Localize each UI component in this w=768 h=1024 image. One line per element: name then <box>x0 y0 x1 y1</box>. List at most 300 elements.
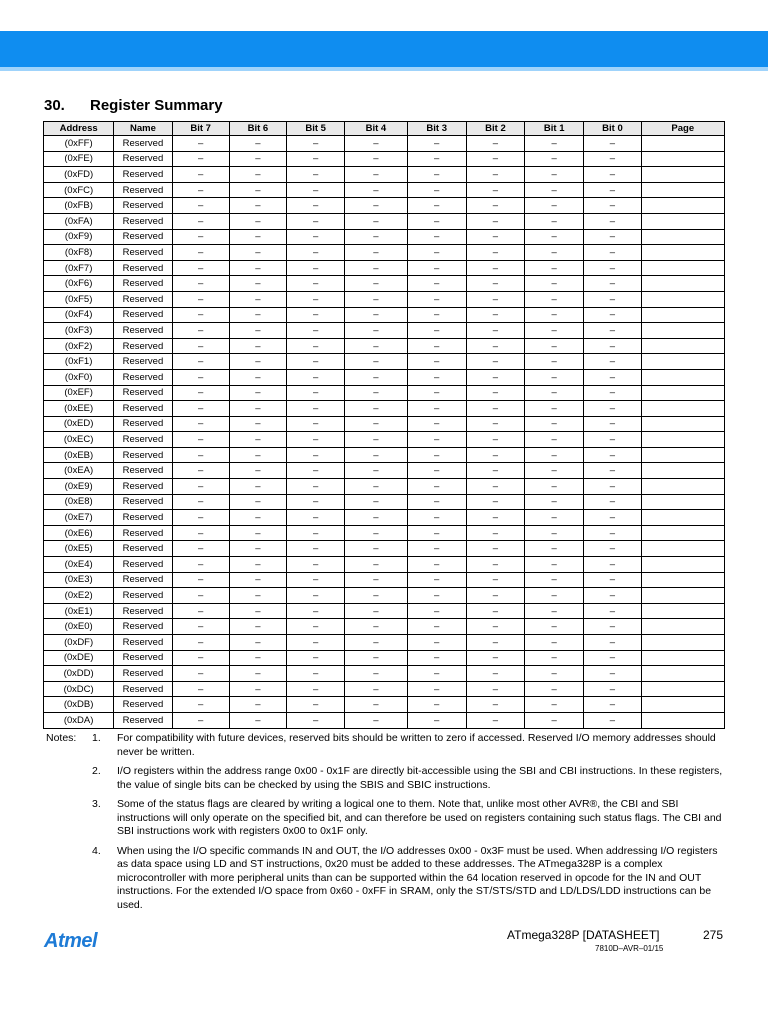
table-cell: – <box>525 338 584 354</box>
table-cell: – <box>466 167 524 183</box>
table-cell: – <box>525 541 584 557</box>
table-cell: (0xF1) <box>44 354 114 370</box>
table-cell: – <box>525 416 584 432</box>
table-cell: – <box>287 323 345 339</box>
table-cell: – <box>407 681 466 697</box>
table-row <box>44 635 725 651</box>
table-cell: – <box>287 588 345 604</box>
table-cell: Reserved <box>114 136 172 152</box>
page-cell <box>641 557 724 573</box>
page-cell <box>641 167 724 183</box>
table-cell: – <box>584 666 641 682</box>
table-cell: – <box>584 463 641 479</box>
table-cell: – <box>466 369 524 385</box>
table-cell: (0xDB) <box>44 697 114 713</box>
table-cell: Reserved <box>114 338 172 354</box>
table-cell: – <box>584 635 641 651</box>
table-cell: – <box>229 603 286 619</box>
table-cell: – <box>407 712 466 728</box>
table-cell: Reserved <box>114 323 172 339</box>
table-cell: – <box>345 650 407 666</box>
table-row <box>44 510 725 526</box>
table-cell: – <box>584 447 641 463</box>
table-cell: – <box>466 245 524 261</box>
column-header: Name <box>114 122 172 136</box>
table-cell: – <box>525 229 584 245</box>
table-cell: – <box>407 213 466 229</box>
table-cell: – <box>172 619 229 635</box>
table-cell: Reserved <box>114 681 172 697</box>
table-cell: – <box>345 681 407 697</box>
page-cell <box>641 572 724 588</box>
table-cell: – <box>172 245 229 261</box>
table-cell: – <box>466 291 524 307</box>
table-cell: – <box>172 635 229 651</box>
table-row <box>44 213 725 229</box>
table-cell: – <box>172 603 229 619</box>
table-row <box>44 712 725 728</box>
page-cell <box>641 603 724 619</box>
table-cell: – <box>345 541 407 557</box>
table-cell: – <box>172 697 229 713</box>
table-cell: – <box>229 151 286 167</box>
table-cell: – <box>525 213 584 229</box>
table-cell: – <box>525 525 584 541</box>
table-cell: – <box>584 681 641 697</box>
table-cell: – <box>345 619 407 635</box>
table-cell: – <box>584 229 641 245</box>
table-cell: – <box>584 136 641 152</box>
table-cell: – <box>584 510 641 526</box>
table-cell: – <box>525 245 584 261</box>
table-cell: – <box>466 463 524 479</box>
table-cell: – <box>287 494 345 510</box>
table-cell: – <box>345 182 407 198</box>
table-cell: – <box>525 276 584 292</box>
table-cell: – <box>584 338 641 354</box>
table-cell: – <box>584 416 641 432</box>
table-cell: – <box>229 619 286 635</box>
page-cell <box>641 401 724 417</box>
table-cell: – <box>584 432 641 448</box>
note-number: 2. <box>92 765 101 777</box>
table-cell: – <box>287 510 345 526</box>
table-cell: – <box>287 416 345 432</box>
page-cell <box>641 276 724 292</box>
page-cell <box>641 198 724 214</box>
table-cell: – <box>407 619 466 635</box>
table-cell: – <box>466 338 524 354</box>
table-cell: – <box>525 635 584 651</box>
table-cell: – <box>345 416 407 432</box>
page-cell <box>641 479 724 495</box>
table-cell: – <box>229 136 286 152</box>
table-cell: – <box>172 276 229 292</box>
table-cell: – <box>229 354 286 370</box>
table-cell: – <box>172 369 229 385</box>
table-cell: – <box>229 167 286 183</box>
table-cell: – <box>584 619 641 635</box>
table-cell: – <box>229 416 286 432</box>
table-cell: (0xE0) <box>44 619 114 635</box>
table-cell: (0xF9) <box>44 229 114 245</box>
table-cell: – <box>466 697 524 713</box>
table-cell: – <box>287 401 345 417</box>
table-cell: – <box>584 323 641 339</box>
page-cell <box>641 260 724 276</box>
page-cell <box>641 151 724 167</box>
page-cell <box>641 323 724 339</box>
table-row <box>44 650 725 666</box>
table-cell: – <box>229 385 286 401</box>
table-row <box>44 463 725 479</box>
table-cell: – <box>584 369 641 385</box>
table-cell: – <box>525 447 584 463</box>
table-cell: – <box>287 136 345 152</box>
table-cell: – <box>407 510 466 526</box>
note-item <box>46 765 726 792</box>
table-row <box>44 229 725 245</box>
table-cell: – <box>407 697 466 713</box>
note-item <box>46 798 726 839</box>
table-cell: – <box>345 557 407 573</box>
table-cell: – <box>525 603 584 619</box>
table-cell: Reserved <box>114 260 172 276</box>
table-cell: – <box>525 136 584 152</box>
table-cell: – <box>525 510 584 526</box>
table-cell: Reserved <box>114 525 172 541</box>
table-cell: – <box>584 245 641 261</box>
header-band-accent <box>0 67 768 71</box>
table-cell: (0xE7) <box>44 510 114 526</box>
table-cell: – <box>525 681 584 697</box>
table-cell: – <box>584 401 641 417</box>
table-cell: – <box>229 198 286 214</box>
table-cell: Reserved <box>114 463 172 479</box>
table-cell: – <box>466 432 524 448</box>
table-cell: – <box>172 666 229 682</box>
table-cell: – <box>287 151 345 167</box>
table-cell: – <box>345 588 407 604</box>
page-cell <box>641 338 724 354</box>
table-cell: – <box>407 198 466 214</box>
page-cell <box>641 416 724 432</box>
table-cell: – <box>345 276 407 292</box>
table-cell: – <box>172 307 229 323</box>
table-row <box>44 307 725 323</box>
table-cell: – <box>525 385 584 401</box>
table-cell: – <box>407 494 466 510</box>
table-cell: – <box>229 369 286 385</box>
page-cell <box>641 681 724 697</box>
footer-doc-title: ATmega328P [DATASHEET] <box>507 928 660 942</box>
table-cell: (0xFB) <box>44 198 114 214</box>
table-cell: – <box>525 151 584 167</box>
table-row <box>44 369 725 385</box>
table-cell: (0xE1) <box>44 603 114 619</box>
table-cell: (0xE8) <box>44 494 114 510</box>
table-cell: – <box>584 712 641 728</box>
note-number: 4. <box>92 844 101 857</box>
column-header: Bit 3 <box>407 122 466 136</box>
column-header: Bit 0 <box>584 122 641 136</box>
table-cell: Reserved <box>114 198 172 214</box>
table-cell: – <box>287 338 345 354</box>
table-cell: – <box>172 572 229 588</box>
table-cell: (0xF8) <box>44 245 114 261</box>
table-cell: – <box>287 619 345 635</box>
table-cell: – <box>466 635 524 651</box>
table-cell: – <box>172 416 229 432</box>
note-text: When using the I/O specific commands IN and OUT, the I/O addresses 0x00 - 0x3F must be used. When addressing I/O registers as data space using LD and ST instructions, 0x20 must be added to these addresses. The ATmega328P is a complex microcontroller with more peripheral units than can be supported within the 64 location reserved in opcode for the IN and OUT instructions. For the extended I/O space from 0x60 - 0xFF in SRAM, only the ST/STS/STD and LD/LDS/LDD instructions can be used. <box>117 844 718 911</box>
table-cell: – <box>229 525 286 541</box>
table-cell: – <box>287 666 345 682</box>
table-cell: Reserved <box>114 432 172 448</box>
table-cell: Reserved <box>114 369 172 385</box>
table-cell: – <box>345 572 407 588</box>
table-cell: – <box>172 510 229 526</box>
table-cell: – <box>345 432 407 448</box>
table-cell: – <box>407 338 466 354</box>
table-cell: – <box>172 541 229 557</box>
table-row <box>44 619 725 635</box>
footer-page-number: 275 <box>703 928 724 942</box>
table-cell: – <box>525 291 584 307</box>
page-cell <box>641 182 724 198</box>
table-cell: – <box>525 432 584 448</box>
table-cell: – <box>287 354 345 370</box>
table-cell: – <box>229 541 286 557</box>
table-cell: – <box>584 151 641 167</box>
table-row <box>44 432 725 448</box>
table-cell: (0xEB) <box>44 447 114 463</box>
table-cell: Reserved <box>114 541 172 557</box>
table-cell: – <box>525 557 584 573</box>
table-cell: – <box>466 510 524 526</box>
table-row <box>44 401 725 417</box>
table-row <box>44 276 725 292</box>
table-cell: Reserved <box>114 213 172 229</box>
table-cell: – <box>172 260 229 276</box>
table-cell: – <box>287 213 345 229</box>
table-cell: – <box>407 635 466 651</box>
table-cell: – <box>584 494 641 510</box>
column-header: Bit 6 <box>229 122 286 136</box>
table-cell: – <box>466 260 524 276</box>
table-cell: – <box>345 510 407 526</box>
column-header: Bit 5 <box>287 122 345 136</box>
table-cell: – <box>287 557 345 573</box>
table-cell: Reserved <box>114 182 172 198</box>
table-cell: – <box>407 385 466 401</box>
table-cell: – <box>172 198 229 214</box>
table-cell: – <box>172 401 229 417</box>
table-cell: – <box>172 182 229 198</box>
table-cell: – <box>287 291 345 307</box>
table-cell: – <box>287 307 345 323</box>
table-row <box>44 697 725 713</box>
table-header-row <box>44 122 725 136</box>
table-cell: (0xF0) <box>44 369 114 385</box>
table-cell: – <box>466 541 524 557</box>
table-cell: – <box>287 603 345 619</box>
table-cell: – <box>407 416 466 432</box>
column-header: Address <box>44 122 114 136</box>
table-cell: – <box>407 151 466 167</box>
note-item <box>46 845 726 913</box>
table-cell: – <box>172 385 229 401</box>
table-cell: (0xF4) <box>44 307 114 323</box>
page-cell <box>641 588 724 604</box>
page-cell <box>641 650 724 666</box>
table-cell: – <box>287 650 345 666</box>
table-cell: – <box>466 588 524 604</box>
table-cell: (0xEF) <box>44 385 114 401</box>
table-cell: (0xEC) <box>44 432 114 448</box>
table-cell: – <box>172 681 229 697</box>
table-cell: – <box>229 712 286 728</box>
table-cell: – <box>525 354 584 370</box>
table-cell: Reserved <box>114 588 172 604</box>
table-cell: – <box>584 213 641 229</box>
table-cell: – <box>229 463 286 479</box>
table-cell: – <box>287 245 345 261</box>
table-cell: – <box>466 151 524 167</box>
table-cell: – <box>407 182 466 198</box>
table-cell: – <box>229 650 286 666</box>
table-cell: – <box>345 463 407 479</box>
table-cell: – <box>229 447 286 463</box>
table-cell: – <box>584 385 641 401</box>
header-band <box>0 31 768 67</box>
table-cell: – <box>172 323 229 339</box>
table-cell: – <box>407 541 466 557</box>
table-cell: – <box>466 650 524 666</box>
table-cell: (0xFD) <box>44 167 114 183</box>
table-cell: – <box>584 354 641 370</box>
table-cell: Reserved <box>114 666 172 682</box>
table-cell: Reserved <box>114 650 172 666</box>
table-cell: – <box>229 666 286 682</box>
table-cell: – <box>172 167 229 183</box>
page-cell <box>641 385 724 401</box>
table-cell: Reserved <box>114 697 172 713</box>
table-cell: – <box>466 666 524 682</box>
table-cell: – <box>407 479 466 495</box>
table-cell: – <box>345 136 407 152</box>
table-cell: Reserved <box>114 229 172 245</box>
column-header: Bit 1 <box>525 122 584 136</box>
table-row <box>44 479 725 495</box>
table-cell: Reserved <box>114 494 172 510</box>
note-text: For compatibility with future devices, reserved bits should be written to zero if accessed. Reserved I/O memory addresses should never be written. <box>117 732 716 758</box>
table-cell: – <box>287 432 345 448</box>
table-cell: – <box>525 307 584 323</box>
table-cell: Reserved <box>114 245 172 261</box>
table-cell: – <box>466 447 524 463</box>
table-cell: Reserved <box>114 354 172 370</box>
notes-label: Notes: <box>46 732 77 744</box>
table-cell: – <box>407 401 466 417</box>
table-cell: (0xE3) <box>44 572 114 588</box>
table-cell: – <box>172 136 229 152</box>
table-cell: – <box>525 369 584 385</box>
table-cell: – <box>466 323 524 339</box>
table-cell: – <box>172 291 229 307</box>
table-cell: – <box>172 338 229 354</box>
table-cell: – <box>407 369 466 385</box>
table-cell: – <box>229 276 286 292</box>
table-cell: (0xDF) <box>44 635 114 651</box>
table-row <box>44 525 725 541</box>
table-cell: – <box>345 479 407 495</box>
table-cell: – <box>345 494 407 510</box>
table-cell: – <box>287 525 345 541</box>
table-cell: – <box>345 354 407 370</box>
table-cell: – <box>466 276 524 292</box>
table-cell: – <box>287 463 345 479</box>
page-cell <box>641 229 724 245</box>
table-cell: – <box>466 416 524 432</box>
table-cell: – <box>229 229 286 245</box>
table-row <box>44 182 725 198</box>
table-cell: – <box>407 463 466 479</box>
table-cell: Reserved <box>114 416 172 432</box>
section-title: Register Summary <box>90 97 223 114</box>
table-cell: – <box>345 323 407 339</box>
table-cell: – <box>345 198 407 214</box>
table-cell: – <box>407 276 466 292</box>
page-cell <box>641 712 724 728</box>
table-cell: – <box>229 510 286 526</box>
table-cell: (0xFC) <box>44 182 114 198</box>
table-cell: – <box>345 697 407 713</box>
table-cell: Reserved <box>114 291 172 307</box>
table-cell: – <box>466 307 524 323</box>
table-cell: – <box>287 229 345 245</box>
table-cell: – <box>287 369 345 385</box>
table-cell: – <box>407 260 466 276</box>
table-cell: – <box>345 666 407 682</box>
table-cell: – <box>407 525 466 541</box>
table-cell: – <box>345 525 407 541</box>
table-cell: – <box>345 260 407 276</box>
table-cell: – <box>525 650 584 666</box>
table-cell: Reserved <box>114 572 172 588</box>
table-cell: – <box>525 401 584 417</box>
table-cell: – <box>584 479 641 495</box>
table-cell: – <box>345 307 407 323</box>
table-cell: Reserved <box>114 510 172 526</box>
table-cell: – <box>229 260 286 276</box>
table-cell: – <box>229 307 286 323</box>
table-cell: Reserved <box>114 385 172 401</box>
table-cell: – <box>584 198 641 214</box>
table-cell: – <box>584 182 641 198</box>
table-cell: Reserved <box>114 167 172 183</box>
note-text: I/O registers within the address range 0x00 - 0x1F are directly bit-accessible using the SBI and CBI instructions. In these registers, the value of single bits can be checked by using the SBIS and SBIC instructions. <box>117 765 723 791</box>
table-row <box>44 245 725 261</box>
table-cell: – <box>407 291 466 307</box>
table-row <box>44 136 725 152</box>
table-row <box>44 666 725 682</box>
page-cell <box>641 213 724 229</box>
table-cell: Reserved <box>114 557 172 573</box>
table-cell: (0xED) <box>44 416 114 432</box>
table-row <box>44 603 725 619</box>
table-cell: – <box>407 354 466 370</box>
table-cell: – <box>172 650 229 666</box>
